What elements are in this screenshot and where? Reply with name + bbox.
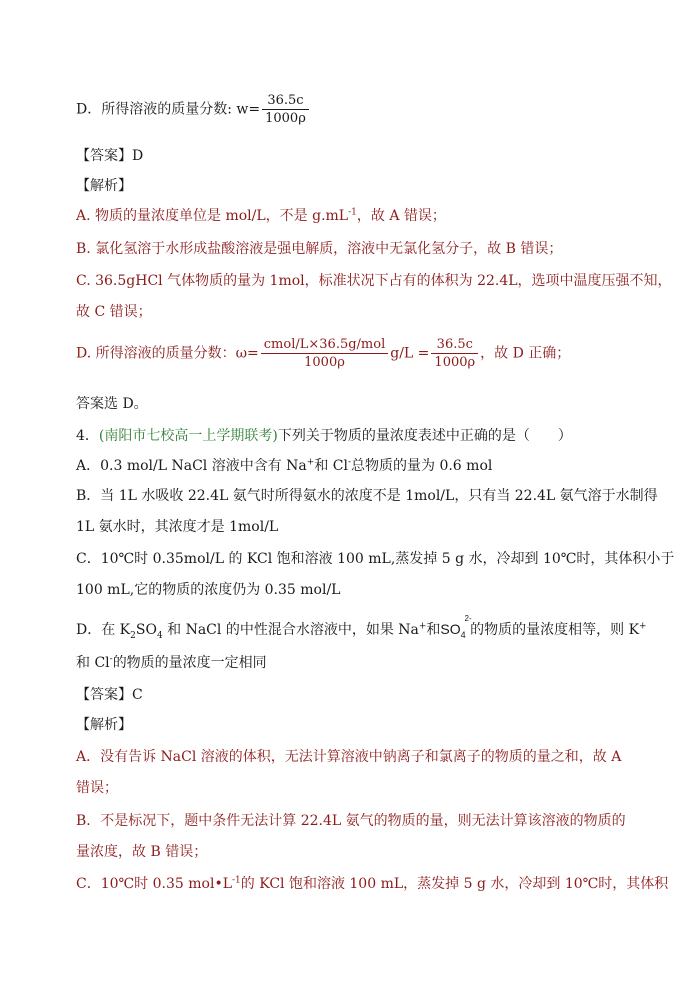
q4-option-d-text5: 的物质的量浓度相等，则 K bbox=[465, 622, 640, 638]
q3-analysis-d-end: ，故 D 正确； bbox=[480, 345, 571, 362]
q3-analysis-d bbox=[76, 337, 570, 370]
q4-option-c-line1: C．10℃时 0.35mol/L 的 KCl 饱和溶液 100 mL,蒸发掉 5 g 水，冷却到 10℃时，其体积小于 bbox=[76, 551, 675, 567]
q3-analysis-title: 【解析】 bbox=[76, 178, 132, 194]
q4-answer: 【答案】C bbox=[76, 687, 143, 703]
q4-option-d-line2-text1: 和 Cl bbox=[76, 655, 110, 671]
q4-option-d-text2: SO bbox=[135, 622, 157, 638]
q4-option-d-line1 bbox=[76, 614, 647, 641]
q4-option-d-line2 bbox=[76, 654, 267, 672]
q4-analysis-a-line1: A．没有告诉 NaCl 溶液的体积，无法计算溶液中钠离子和氯离子的物质的量之和，故 A bbox=[76, 749, 622, 765]
q4-option-a-sup-plus: + bbox=[306, 457, 315, 468]
sulfate-ion bbox=[440, 614, 472, 640]
q3-analysis-d-unit: g/L bbox=[390, 345, 414, 362]
q4-option-d-sup-kplus: + bbox=[639, 621, 647, 632]
sulfate-charge: 2- bbox=[464, 614, 472, 623]
q3-analysis-d-fraction2 bbox=[431, 337, 478, 370]
q3-analysis-d-fraction1 bbox=[261, 337, 388, 370]
q3-option-d-fraction bbox=[262, 93, 309, 126]
q4-source: (南阳市七校高一上学期联考) bbox=[98, 428, 278, 444]
q4-analysis-title: 【解析】 bbox=[76, 717, 132, 733]
q4-option-d-line2-text2: 的物质的量浓度一定相同 bbox=[112, 655, 267, 671]
q4-option-a-text1: A．0.3 mol/L NaCl 溶液中含有 Na bbox=[76, 458, 307, 474]
q3-answer: 【答案】D bbox=[76, 148, 144, 164]
q4-option-d-sub2: 2 bbox=[130, 630, 136, 641]
q3-analysis-d-prefix: D. 所得溶液的质量分数：ω= bbox=[76, 345, 259, 362]
q3-analysis-c-line2: 故 C 错误； bbox=[76, 304, 152, 320]
q4-option-d-text3: 和 NaCl 的中性混合水溶液中，如果 Na bbox=[162, 622, 419, 638]
sulfate-symbol: SO bbox=[440, 621, 461, 637]
q4-option-a-sup-minus: - bbox=[347, 457, 351, 468]
fraction-denominator: 1000ρ bbox=[304, 355, 345, 370]
q4-option-d-text4: 和 bbox=[426, 622, 441, 638]
q4-analysis-b-line2: 量浓度，故 B 错误； bbox=[76, 844, 208, 860]
fraction-numerator: cmol/L×36.5g/mol bbox=[261, 337, 388, 354]
q3-analysis-b: B. 氯化氢溶于水形成盐酸溶液是强电解质，溶液中无氯化氢分子，故 B 错误； bbox=[76, 241, 563, 257]
q3-analysis-a-text: A. 物质的量浓度单位是 mol/L，不是 g.mL bbox=[76, 208, 349, 224]
q4-analysis-a-line2: 错误； bbox=[76, 780, 118, 796]
q4-analysis-c-text2: 的 KCl 饱和溶液 100 mL，蒸发掉 5 g 水，冷却到 10℃时，其体积 bbox=[240, 876, 669, 892]
q4-number: 4． bbox=[76, 428, 99, 444]
fraction-denominator: 1000ρ bbox=[265, 111, 306, 126]
q4-analysis-c-sup: -1 bbox=[232, 875, 241, 886]
q4-stem bbox=[76, 427, 572, 445]
q3-final-answer: 答案选 D。 bbox=[76, 396, 148, 412]
q3-analysis-c-line1: C. 36.5gHCl 气体物质的量为 1mol，标准状况下占有的体积为 22.4L，选项中温度压强不知， bbox=[76, 273, 672, 289]
q4-analysis-c-text1: C．10℃时 0.35 mol•L bbox=[76, 876, 232, 892]
q3-analysis-a bbox=[76, 207, 446, 225]
fraction-denominator: 1000ρ bbox=[434, 355, 476, 370]
sulfate-sub: 4 bbox=[460, 629, 466, 640]
q3-analysis-a-end: ，故 A 错误； bbox=[356, 208, 446, 224]
q3-analysis-d-equals: = bbox=[413, 345, 430, 362]
q4-option-d-sup-plus: + bbox=[418, 621, 427, 632]
fraction-numerator: 36.5c bbox=[431, 337, 478, 354]
q4-analysis-c bbox=[76, 875, 668, 893]
fraction-numerator: 36.5c bbox=[262, 93, 309, 110]
q4-analysis-b-line1: B．不是标况下，题中条件无法计算 22.4L 氨气的物质的量，则无法计算该溶液的物质的 bbox=[76, 813, 626, 829]
q4-option-d-sub4: 4 bbox=[156, 630, 163, 641]
q3-option-d-label: D．所得溶液的质量分数: w= bbox=[76, 101, 261, 118]
q4-stem-text: 下列关于物质的量浓度表述中正确的是（ ） bbox=[277, 428, 572, 444]
q3-analysis-a-sup: -1 bbox=[348, 207, 357, 218]
q4-option-c-line2: 100 mL,它的物质的浓度仍为 0.35 mol/L bbox=[76, 582, 341, 598]
q3-option-d bbox=[76, 93, 311, 126]
q4-option-a bbox=[76, 457, 492, 475]
q4-option-a-text2: 和 Cl bbox=[314, 458, 348, 474]
q4-option-d-line2-sup: - bbox=[109, 654, 113, 665]
q4-option-d-text1: D．在 K bbox=[76, 622, 131, 638]
q4-option-b-line2: 1L 氨水时，其浓度才是 1mol/L bbox=[76, 519, 279, 535]
q4-option-a-text3: 总物质的量为 0.6 mol bbox=[351, 458, 493, 474]
q4-option-b-line1: B．当 1L 水吸收 22.4L 氨气时所得氨水的浓度不是 1mol/L，只有当 22.4L 氨气溶于水制得 bbox=[76, 488, 658, 504]
